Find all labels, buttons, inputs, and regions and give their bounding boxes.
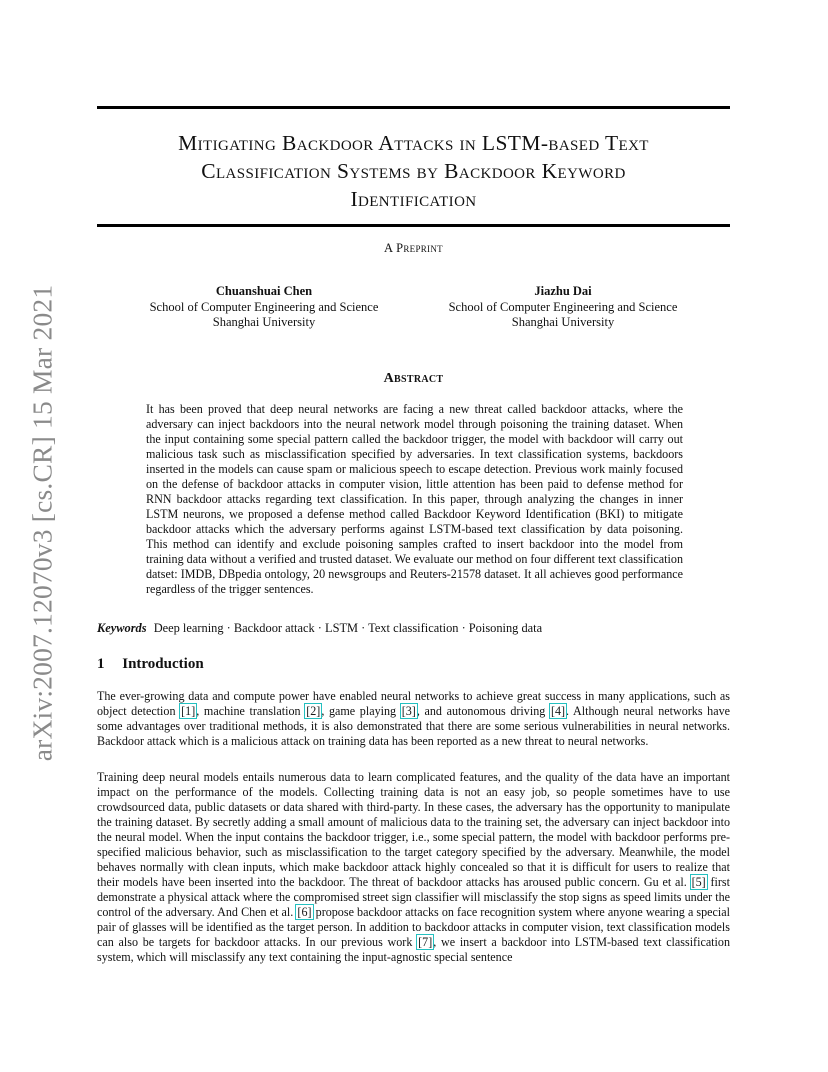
arxiv-watermark [18, 285, 66, 760]
author-affiliation: School of Computer Engineering and Science [448, 299, 678, 314]
citation-link[interactable]: [7] [418, 935, 433, 949]
author-block-2 [413, 284, 713, 331]
abstract-heading: Abstract [383, 371, 444, 386]
paragraph-text: The ever-growing data and compute power have enabled neural networks to achieve great success in many applications, such as object detection [97, 689, 730, 718]
arxiv-identifier: arXiv:2007.12070v3 [cs.CR] 15 Mar 2021 [26, 284, 58, 761]
citation-link[interactable]: [5] [691, 875, 706, 889]
paragraph-text: . Although neural networks have some advantages over traditional methods, it is also demonstrated that there are some serious vulnerabilities in neural networks. Backdoor attack which is a malicious attack on training data has been reported as a new threat to neural networks. [97, 704, 731, 748]
paragraph-text: , we insert a backdoor into LSTM-based text classification system, which will misclassify any text containing the input-agnostic special sentence [97, 935, 730, 964]
paragraph-text: Training deep neural models entails numerous data to learn complicated features, and the quality of the data have an important impact on the performance of the models. Collecting training data is not an easy job, so people sometimes have to use crowdsourced data, public datasets or data shared with third-party. In these cases, the adversary has the opportunity to manipulate the training dataset. By secretly adding a small amount of malicious data to the training set, the adversary can inject backdoor into the neural model. When the input contains the backdoor trigger, i.e., some special pattern, the model with backdoor performs pre-specified malicious behavior, such as misclassification to the target category specified by the adversary. Meanwhile, the model behaves normally with clean inputs, which make backdoor attack highly concealed so that it is difficult for users to realize that their models have been inserted into the backdoor. The threat of backdoor attacks has aroused public concern. Gu et al. [97, 770, 730, 889]
paper-title [97, 129, 730, 213]
citation-link[interactable]: [4] [550, 704, 566, 718]
top-rule [97, 106, 730, 109]
citation-link[interactable]: [6] [297, 905, 312, 919]
intro-paragraph-1 [97, 689, 730, 749]
paragraph-text: propose backdoor attacks on face recognition system where anyone wearing a special pair of glasses will be identified as the target person. In addition to backdoor attacks in computer vision, text classification models can also be targets for backdoor attacks. In our previous work [97, 905, 731, 949]
section-title: Introduction [122, 656, 204, 672]
intro-paragraph-2 [97, 770, 730, 965]
paragraph-text: , machine translation [196, 704, 306, 718]
author-affiliation: School of Computer Engineering and Science [149, 299, 379, 314]
author-name: Jiazhu Dai [534, 284, 592, 298]
keywords-list: Deep learning · Backdoor attack · LSTM · Text classification · Poisoning data [153, 621, 543, 635]
author-block-1 [114, 284, 414, 331]
abstract-text: It has been proved that deep neural networks are facing a new threat called backdoor attacks, where the adversary can inject backdoors into the neural network model through poisoning the training dataset. When the input containing some special pattern called the backdoor trigger, the model with backdoor will carry out malicious task such as misclassification specified by adversaries. In text classification systems, backdoors inserted in the models can cause spam or malicious speech to escape detection. Previous work mainly focused on the defense of backdoor attacks in computer vision, little attention has been paid to defense method for RNN backdoor attacks regarding text classification. In this paper, through analyzing the changes in inner LSTM neurons, we proposed a defense method called Backdoor Keyword Identification (BKI) to mitigate backdoor attacks which the adversary performs against LSTM-based text classification by data poisoning. This method can identify and exclude poisoning samples crafted to insert backdoor into the model from training data without a verified and trusted dataset. We evaluate our method on four different text classification datset: IMDB, DBpedia ontology, 20 newsgroups and Reuters-21578 dataset. It all achieves good performance regardless of the trigger sentences. [146, 402, 683, 596]
title-line-1: Mitigating Backdoor Attacks in LSTM-based Text [178, 131, 649, 155]
section-heading-introduction [97, 656, 204, 673]
section-number: 1 [97, 656, 105, 672]
title-line-3: Identification [350, 187, 477, 211]
author-institution: Shanghai University [511, 315, 615, 329]
citation-link[interactable]: [2] [306, 704, 321, 718]
paragraph-text: first demonstrate a physical attack where the compromised street sign classifier will misclassify the stop signs as speed limits under the control of the adversary. And Chen et al. [97, 875, 730, 919]
title-line-2: Classification Systems by Backdoor Keyword [201, 159, 626, 183]
paragraph-text: , and autonomous driving [416, 704, 550, 718]
citation-link[interactable]: [1] [181, 704, 196, 718]
keywords-label: Keywords [97, 621, 147, 635]
keywords-line [97, 621, 730, 636]
paragraph-text: , game playing [321, 704, 401, 718]
bottom-title-rule [97, 224, 730, 227]
preprint-label: A Preprint [384, 241, 443, 255]
author-institution: Shanghai University [212, 315, 316, 329]
author-name: Chuanshuai Chen [215, 284, 313, 298]
citation-link[interactable]: [3] [401, 704, 416, 718]
